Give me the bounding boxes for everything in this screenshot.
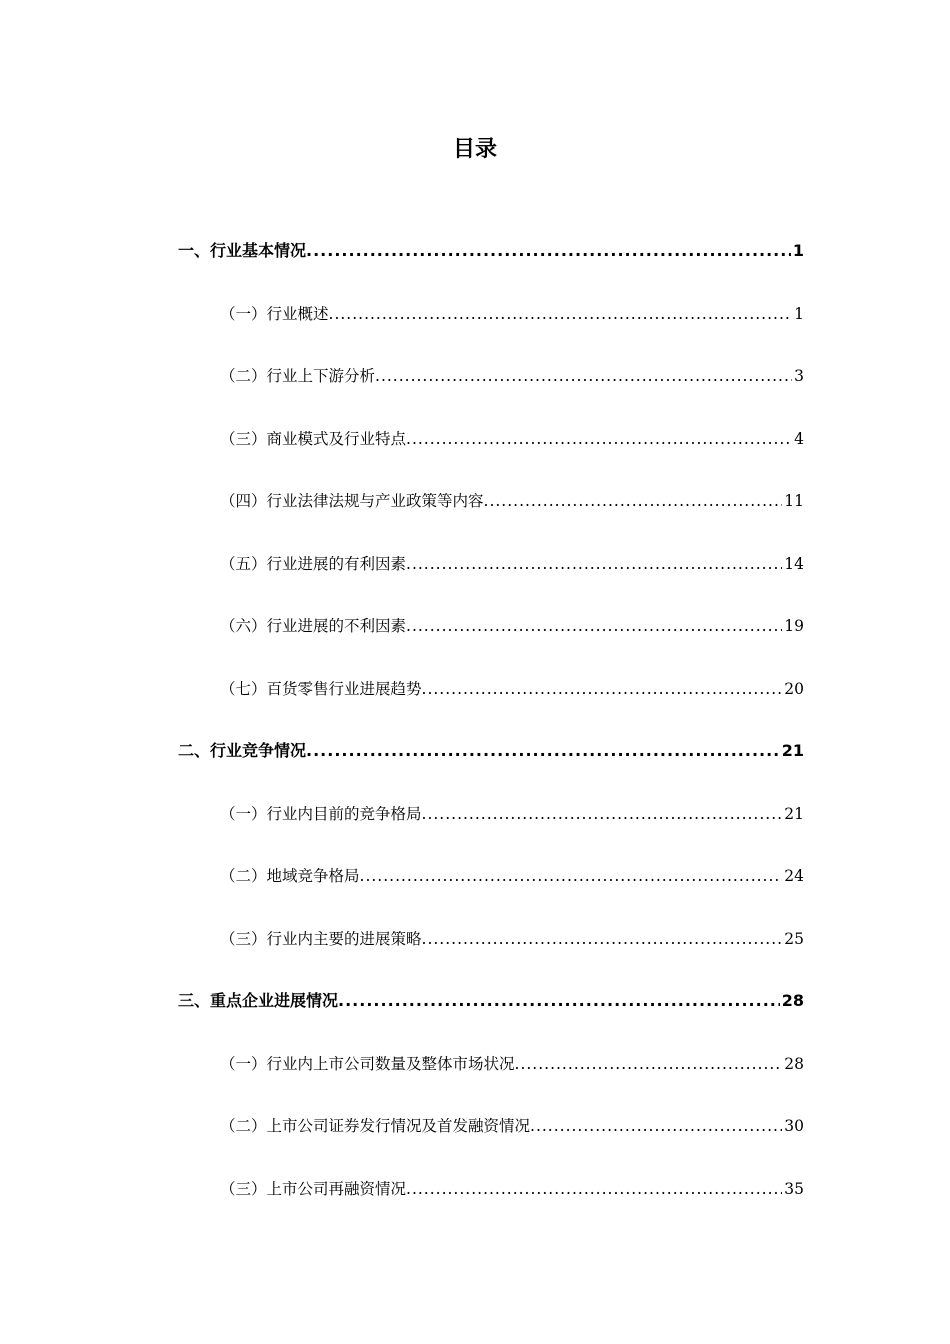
toc-dot-leader (406, 422, 792, 456)
toc-dot-leader (422, 797, 783, 831)
toc-page-number: 28 (781, 991, 804, 1010)
toc-page-number: 1 (792, 241, 804, 260)
toc-dot-leader (422, 672, 783, 706)
toc-dot-leader (306, 734, 780, 768)
toc-entry-label: （三）商业模式及行业特点 (220, 429, 407, 448)
toc-entry-label: （二）地域竞争格局 (220, 867, 360, 885)
toc-entry-label: 一、行业基本情况 (178, 241, 307, 260)
toc-page-number: 25 (784, 929, 804, 948)
toc-entry-label: （一）行业内上市公司数量及整体市场状况 (220, 1054, 515, 1073)
toc-page-number: 30 (784, 1117, 804, 1135)
toc-page-number: 35 (784, 1179, 804, 1198)
toc-dot-leader (406, 1172, 782, 1206)
toc-entry-label: 二、行业竞争情况 (178, 741, 307, 760)
toc-entry-2-3[interactable] (0, 922, 950, 985)
toc-dot-leader (515, 1047, 783, 1081)
page-title: 目录 (452, 137, 497, 162)
toc-page-number: 21 (781, 741, 804, 760)
toc-entry-3-2[interactable] (0, 1109, 950, 1172)
toc-dot-leader (406, 609, 782, 643)
toc-page-number: 20 (784, 679, 804, 698)
toc-entry-1-5[interactable] (0, 547, 950, 610)
toc-page-number: 3 (794, 367, 804, 385)
toc-entry-label: （一）行业内目前的竞争格局 (220, 804, 422, 823)
toc-dot-leader (329, 297, 793, 331)
toc-entry-label: （四）行业法律法规与产业政策等内容 (220, 492, 484, 510)
toc-page-number: 28 (784, 1054, 804, 1073)
toc-page-number: 11 (784, 492, 804, 510)
toc-entry-label: 三、重点企业进展情况 (178, 991, 339, 1010)
toc-page-number: 19 (784, 617, 804, 635)
toc-dot-leader (338, 984, 780, 1018)
toc-entry-label: （一）行业概述 (220, 304, 329, 323)
toc-entry-1-4[interactable] (0, 484, 950, 547)
toc-dot-leader (484, 484, 783, 518)
toc-dot-leader (530, 1109, 782, 1143)
toc-entry-2-2[interactable] (0, 859, 950, 922)
toc-page-number: 24 (784, 867, 804, 885)
toc-dot-leader (406, 547, 782, 581)
toc-dot-leader (360, 859, 783, 893)
toc-entry-label: （二）上市公司证券发行情况及首发融资情况 (220, 1117, 531, 1135)
toc-page-number: 21 (784, 804, 804, 823)
toc-entry-3-3[interactable] (0, 1172, 950, 1235)
toc-entry-label: （二）行业上下游分析 (220, 367, 376, 385)
toc-entry-1-2[interactable] (0, 359, 950, 422)
toc-dot-leader (306, 234, 791, 268)
toc-entry-3[interactable] (0, 984, 950, 1047)
toc-entry-2[interactable] (0, 734, 950, 797)
toc-entry-1-7[interactable] (0, 672, 950, 735)
toc-page-number: 14 (784, 554, 804, 573)
toc-page-number: 4 (794, 429, 804, 448)
toc-dot-leader (375, 359, 792, 393)
toc-entry-label: （六）行业进展的不利因素 (220, 617, 407, 635)
toc-entry-label: （三）行业内主要的进展策略 (220, 929, 422, 948)
toc-entry-label: （三）上市公司再融资情况 (220, 1179, 407, 1198)
toc-entry-1-3[interactable] (0, 422, 950, 485)
toc-entry-2-1[interactable] (0, 797, 950, 860)
toc-entry-1[interactable] (0, 234, 950, 297)
toc-entry-label: （五）行业进展的有利因素 (220, 554, 407, 573)
toc-page-number: 1 (794, 304, 804, 323)
toc-entry-1-1[interactable] (0, 297, 950, 360)
toc-entry-3-1[interactable] (0, 1047, 950, 1110)
table-of-contents (0, 234, 950, 1234)
toc-dot-leader (422, 922, 783, 956)
toc-entry-label: （七）百货零售行业进展趋势 (220, 679, 422, 698)
toc-entry-1-6[interactable] (0, 609, 950, 672)
